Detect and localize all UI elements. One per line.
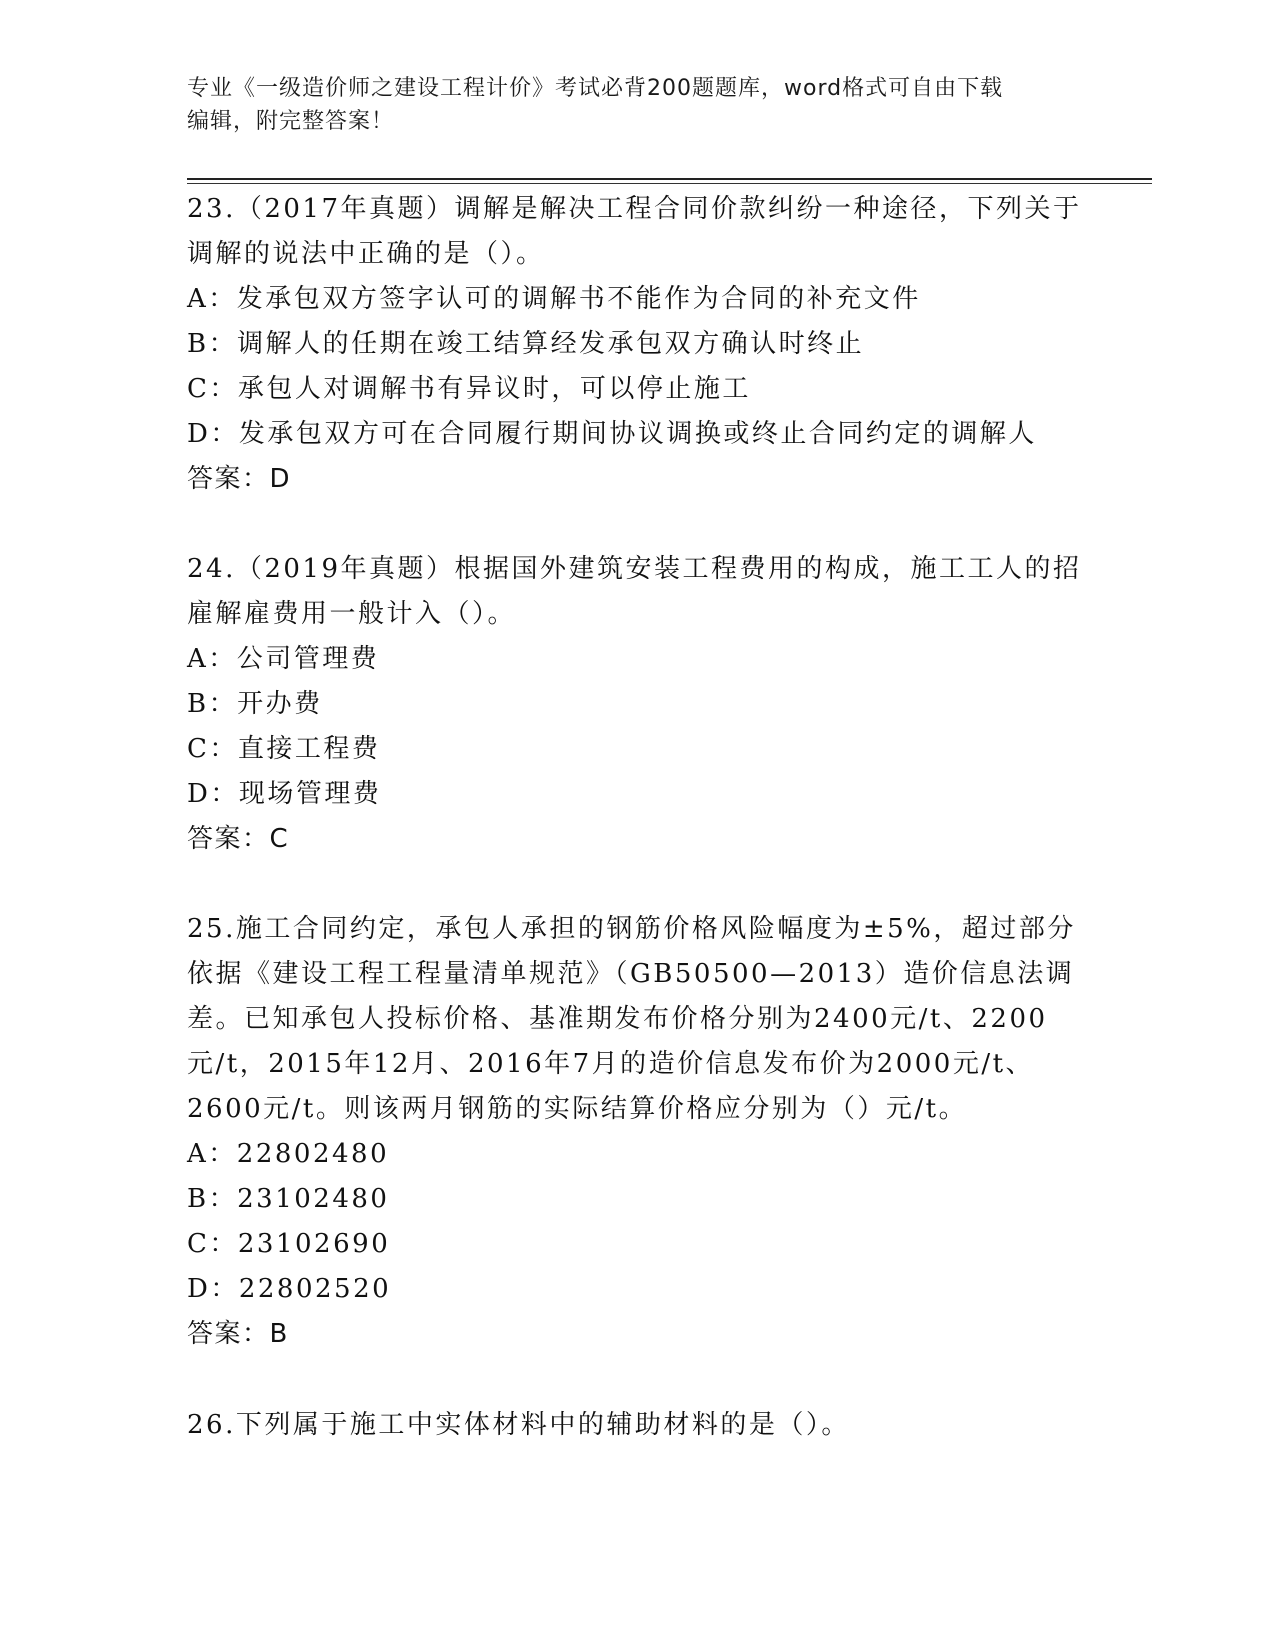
question-stem: 23.（2017年真题）调解是解决工程合同价款纠纷一种途径，下列关于调解的说法中正确的是（）。: [187, 194, 1082, 269]
option-a: A：22802480: [187, 1139, 390, 1169]
header-divider-thin: [187, 183, 1152, 184]
option-c: C：23102690: [187, 1229, 391, 1259]
question-26: [187, 1403, 1087, 1448]
header-divider-thick: [187, 178, 1152, 180]
answer-label: 答案：D: [187, 464, 292, 494]
option-c: C：承包人对调解书有异议时，可以停止施工: [187, 374, 751, 404]
answer-label: 答案：B: [187, 1319, 289, 1349]
question-stem: 26.下列属于施工中实体材料中的辅助材料的是（）。: [187, 1410, 850, 1440]
option-d: D：现场管理费: [187, 779, 382, 809]
header-line-2: 编辑，附完整答案！: [187, 109, 395, 134]
question-23: [187, 187, 1087, 502]
option-d: D：22802520: [187, 1274, 392, 1304]
header-line-1: 专业《一级造价师之建设工程计价》考试必背200题题库，word格式可自由下载: [187, 76, 1004, 101]
option-d: D：发承包双方可在合同履行期间协议调换或终止合同约定的调解人: [187, 419, 1037, 449]
question-stem: 25.施工合同约定，承包人承担的钢筋价格风险幅度为±5%，超过部分依据《建设工程工程量清单规范》（GB50500—2013）造价信息法调差。已知承包人投标价格、基准期发布价格分别为2400元/t、2200元/t，2015年12月、2016年7月的造价信息发布价为2000元/t、2600元/t。则该两月钢筋的实际结算价格应分别为（）元/t。: [187, 914, 1076, 1124]
question-25: [187, 907, 1087, 1357]
option-a: A：公司管理费: [187, 644, 380, 674]
option-b: B：23102480: [187, 1184, 390, 1214]
answer-label: 答案：C: [187, 824, 290, 854]
question-24: [187, 547, 1087, 862]
option-c: C：直接工程费: [187, 734, 381, 764]
option-b: B：调解人的任期在竣工结算经发承包双方确认时终止: [187, 329, 865, 359]
document-header: [187, 72, 1087, 138]
option-b: B：开办费: [187, 689, 323, 719]
option-a: A：发承包双方签字认可的调解书不能作为合同的补充文件: [187, 284, 921, 314]
question-stem: 24.（2019年真题）根据国外建筑安装工程费用的构成，施工工人的招雇解雇费用一般计入（）。: [187, 554, 1082, 629]
